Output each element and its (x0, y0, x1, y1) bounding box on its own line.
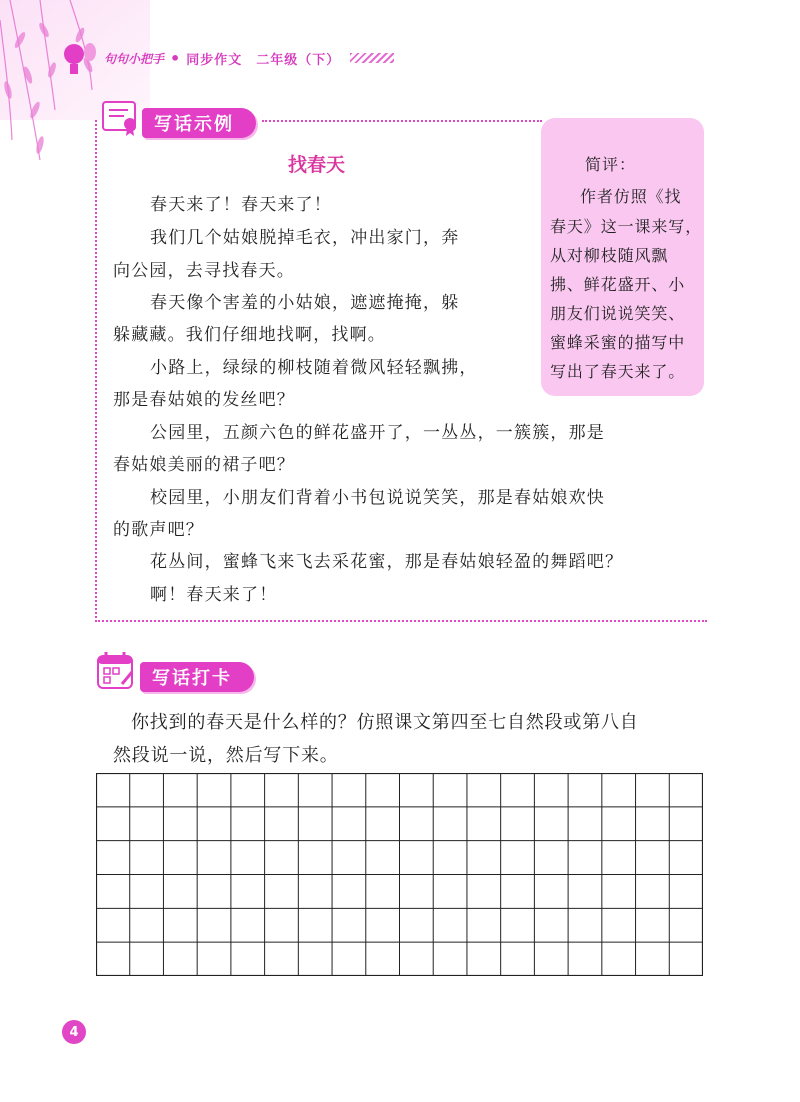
comment-line: 蜜蜂采蜜的描写中 (550, 333, 686, 352)
comment-line: 作者仿照《找 (580, 187, 682, 206)
essay-title: 找春天 (288, 154, 346, 176)
page-header (60, 38, 394, 78)
comment-line: 拂、鲜花盛开、小 (550, 275, 686, 294)
header-stripes (350, 53, 394, 63)
header-series: 同步作文 (186, 52, 243, 68)
task-section-label: 写话打卡 (140, 662, 254, 692)
essay-line: 春姑娘美丽的裙子吧？ (113, 455, 295, 475)
comment-line: 写出了春天来了。 (550, 362, 686, 381)
essay-line: 的歌声吧？ (113, 520, 204, 540)
header-separator: • (170, 48, 181, 68)
essay-line: 公园里，五颜六色的鲜花盛开了，一丛丛，一簇簇，那是 (150, 423, 605, 443)
writing-grid[interactable] (96, 773, 703, 976)
comment-line: 从对柳枝随风飘 (550, 246, 669, 265)
comment-line: 春天》这一课来写， (550, 217, 703, 236)
example-top-border (262, 120, 542, 122)
megaphone-logo-icon (60, 38, 100, 78)
comment-line: 朋友们说说笑笑、 (550, 304, 686, 323)
essay-line: 啊！春天来了！ (150, 585, 278, 605)
essay-line: 向公园，去寻找春天。 (113, 261, 295, 281)
essay-line: 我们几个姑娘脱掉毛衣，冲出家门，奔 (150, 228, 460, 248)
comment-title: 简评： (585, 155, 637, 174)
header-grade: 二年级（下） (256, 52, 341, 68)
essay-line: 春天来了！春天来了！ (150, 195, 332, 215)
essay-line: 校园里，小朋友们背着小书包说说笑笑，那是春姑娘欢快 (150, 488, 605, 508)
page-number: 4 (62, 1020, 86, 1044)
essay-line: 春天像个害羞的小姑娘，遮遮掩掩，躲 (150, 293, 460, 313)
calendar-checklist-icon (96, 650, 136, 692)
certificate-icon (100, 96, 142, 138)
header-brand: 句句小把手 (104, 51, 165, 66)
essay-line: 小路上，绿绿的柳枝随着微风轻轻飘拂， (150, 358, 478, 378)
essay-line: 那是春姑娘的发丝吧？ (113, 390, 295, 410)
task-instruction-line: 然段说一说，然后写下来。 (113, 745, 339, 766)
essay-line: 躲藏藏。我们仔细地找啊，找啊。 (113, 325, 386, 345)
task-instruction-line: 你找到的春天是什么样的？仿照课文第四至七自然段或第八自 (131, 712, 639, 733)
essay-line: 花丛间，蜜蜂飞来飞去采花蜜，那是春姑娘轻盈的舞蹈吧？ (150, 552, 624, 572)
example-section-label: 写话示例 (142, 108, 256, 138)
